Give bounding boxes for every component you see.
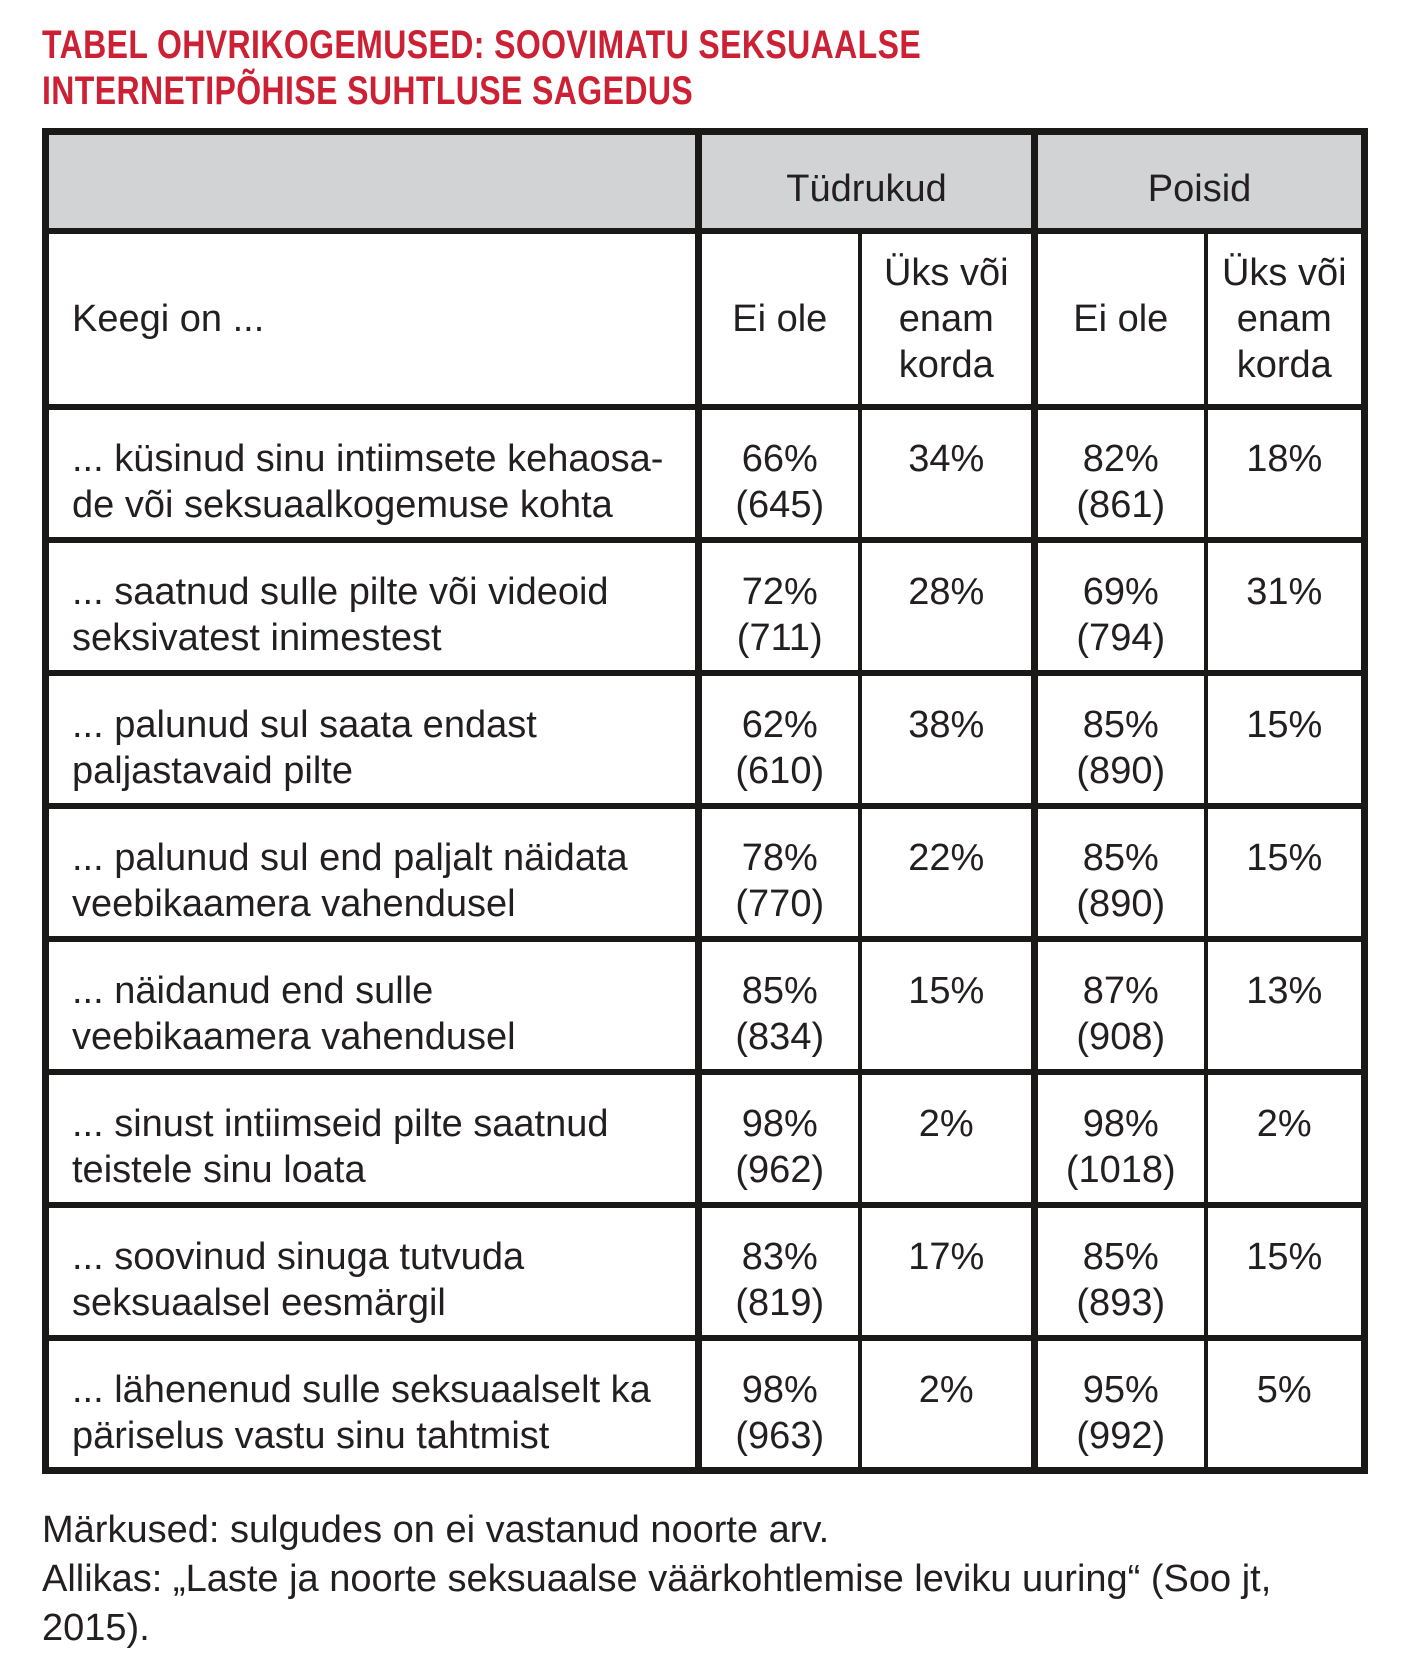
percent-value: 62%: [741, 703, 818, 746]
percent-value: 95%: [1082, 1368, 1159, 1411]
row-label: ... näidanud end sulle veebikaamera vahendusel: [46, 939, 699, 1072]
value-cell: [1206, 1072, 1365, 1205]
row-label: ... soovinud sinuga tutvuda seksuaalsel eesmärgil: [46, 1205, 699, 1338]
row-label: ... lähenenud sulle seksuaalselt ka päriselus vastu sinu tahtmist: [46, 1338, 699, 1471]
row-label: ... sinust intiimseid pilte saatnud teistele sinu loata: [46, 1072, 699, 1205]
table-row: [46, 407, 1365, 540]
table-row: [46, 806, 1365, 939]
value-cell: [1206, 1338, 1365, 1471]
percent-value: 22%: [908, 836, 985, 879]
percent-value: 15%: [1246, 836, 1323, 879]
table-row: [46, 540, 1365, 673]
table-title: [42, 22, 1242, 114]
percent-value: 85%: [1082, 703, 1159, 746]
value-cell: [1206, 1205, 1365, 1338]
value-cell: [1035, 1338, 1206, 1471]
value-cell: [1206, 806, 1365, 939]
percent-value: 5%: [1256, 1368, 1312, 1411]
table-row: [46, 1338, 1365, 1471]
percent-value: 34%: [908, 437, 985, 480]
value-cell: [1035, 407, 1206, 540]
row-label: ... saatnud sulle pilte või videoid seksivatest inimestest: [46, 540, 699, 673]
value-cell: [1035, 673, 1206, 806]
percent-value: 17%: [908, 1235, 985, 1278]
value-cell: [699, 939, 860, 1072]
percent-value: 31%: [1246, 570, 1323, 613]
value-cell: [1035, 540, 1206, 673]
col-header-boys-never: Ei ole: [1035, 231, 1206, 407]
value-cell: [1206, 540, 1365, 673]
count-value: (645): [735, 483, 825, 526]
value-cell: [699, 540, 860, 673]
percent-value: 13%: [1246, 969, 1323, 1012]
table-row: [46, 673, 1365, 806]
value-cell: [860, 806, 1035, 939]
value-cell: [1206, 673, 1365, 806]
table-row: [46, 939, 1365, 1072]
percent-value: 69%: [1082, 570, 1159, 613]
count-value: (893): [1076, 1281, 1166, 1324]
value-cell: [1035, 1205, 1206, 1338]
group-header-boys: Poisid: [1035, 132, 1365, 231]
title-line-1: TABEL OHVRIKOGEMUSED: SOOVIMATU SEKSUAALSE: [42, 23, 922, 67]
stub-header: Keegi on ...: [46, 231, 699, 407]
percent-value: 15%: [1246, 1235, 1323, 1278]
row-label: ... küsinud sinu intiimsete kehaosa-de või seksuaalkogemuse kohta: [46, 407, 699, 540]
footer-notes: [42, 1506, 1282, 1653]
percent-value: 98%: [741, 1102, 818, 1145]
group-header-girls: Tüdrukud: [699, 132, 1035, 231]
value-cell: [860, 1205, 1035, 1338]
value-cell: [699, 1072, 860, 1205]
value-cell: [1035, 806, 1206, 939]
count-value: (963): [735, 1414, 825, 1457]
group-header-row: [46, 132, 1365, 231]
value-cell: [860, 540, 1035, 673]
value-cell: [860, 1072, 1035, 1205]
table-head: [46, 132, 1365, 407]
row-label: ... palunud sul saata endast paljastavaid pilte: [46, 673, 699, 806]
corner-cell: [46, 132, 699, 231]
table-row: [46, 1072, 1365, 1205]
title-line-2: INTERNETIPÕHISE SUHTLUSE SAGEDUS: [42, 69, 694, 113]
count-value: (890): [1076, 749, 1166, 792]
percent-value: 85%: [1082, 1235, 1159, 1278]
count-value: (890): [1076, 882, 1166, 925]
value-cell: [1206, 939, 1365, 1072]
percent-value: 85%: [1082, 836, 1159, 879]
count-value: (1018): [1065, 1148, 1176, 1191]
note-remarks: Märkused: sulgudes on ei vastanud noorte arv.: [42, 1509, 830, 1551]
percent-value: 98%: [1082, 1102, 1159, 1145]
count-value: (770): [735, 882, 825, 925]
count-value: (610): [735, 749, 825, 792]
count-value: (861): [1076, 483, 1166, 526]
col-header-girls-once-or-more: Üks või enam korda: [860, 231, 1035, 407]
note-source: Allikas: „Laste ja noorte seksuaalse väärkohtlemise leviku uuring“ (Soo jt, 2015).: [42, 1558, 1272, 1649]
value-cell: [699, 806, 860, 939]
percent-value: 78%: [741, 836, 818, 879]
value-cell: [1035, 1072, 1206, 1205]
percent-value: 82%: [1082, 437, 1159, 480]
value-cell: [1206, 407, 1365, 540]
value-cell: [699, 1338, 860, 1471]
value-cell: [860, 1338, 1035, 1471]
count-value: (992): [1076, 1414, 1166, 1457]
percent-value: 85%: [741, 969, 818, 1012]
value-cell: [1035, 939, 1206, 1072]
col-header-girls-never: Ei ole: [699, 231, 860, 407]
column-header-row: [46, 231, 1365, 407]
percent-value: 2%: [918, 1102, 974, 1145]
table-body: [46, 407, 1365, 1471]
percent-value: 38%: [908, 703, 985, 746]
table-row: [46, 1205, 1365, 1338]
col-header-boys-once-or-more: Üks või enam korda: [1206, 231, 1365, 407]
percent-value: 28%: [908, 570, 985, 613]
value-cell: [699, 1205, 860, 1338]
percent-value: 66%: [741, 437, 818, 480]
count-value: (962): [735, 1148, 825, 1191]
count-value: (711): [736, 616, 823, 659]
value-cell: [860, 407, 1035, 540]
percent-value: 15%: [908, 969, 985, 1012]
value-cell: [860, 673, 1035, 806]
row-label: ... palunud sul end paljalt näidata veebikaamera vahendusel: [46, 806, 699, 939]
count-value: (834): [735, 1015, 825, 1058]
percent-value: 2%: [918, 1368, 974, 1411]
percent-value: 2%: [1256, 1102, 1312, 1145]
percent-value: 98%: [741, 1368, 818, 1411]
percent-value: 87%: [1082, 969, 1159, 1012]
value-cell: [860, 939, 1035, 1072]
value-cell: [699, 407, 860, 540]
percent-value: 18%: [1246, 437, 1323, 480]
count-value: (794): [1076, 616, 1166, 659]
count-value: (819): [735, 1281, 825, 1324]
percent-value: 83%: [741, 1235, 818, 1278]
value-cell: [699, 673, 860, 806]
frequency-table: [42, 128, 1368, 1474]
percent-value: 15%: [1246, 703, 1323, 746]
count-value: (908): [1076, 1015, 1166, 1058]
percent-value: 72%: [741, 570, 818, 613]
